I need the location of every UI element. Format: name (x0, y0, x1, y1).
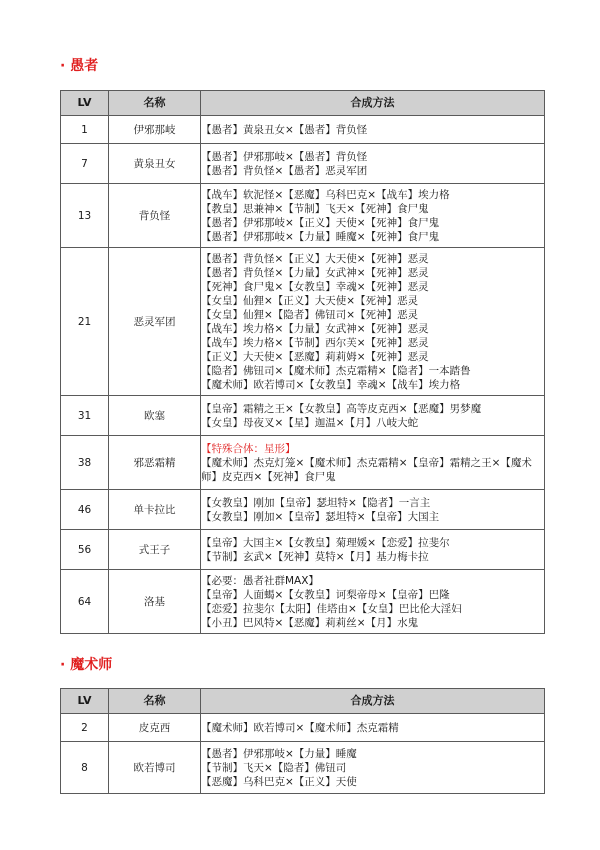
row-recipe (201, 490, 545, 530)
recipe-line: 【皇帝】霜精之王×【女教皇】高等皮克西×【恶魔】男梦魔 (201, 402, 482, 415)
row-recipe (201, 248, 545, 396)
row-name: 皮克西 (109, 714, 201, 742)
row-lv: 46 (61, 490, 109, 530)
recipe-line: 【女教皇】刚加×【皇帝】瑟坦特×【皇帝】大国主 (201, 510, 440, 523)
table-row (61, 742, 545, 794)
fusion-table-magician (60, 688, 545, 794)
recipe-line: 【愚者】背负怪×【愚者】恶灵军团 (201, 164, 368, 177)
header-name: 名称 (109, 91, 201, 116)
header-recipe: 合成方法 (201, 91, 545, 116)
row-lv: 38 (61, 436, 109, 490)
row-name: 欧塞 (109, 396, 201, 436)
header-lv: LV (61, 689, 109, 714)
recipe-line: 【女皇】仙狸×【正义】大天使×【死神】恶灵 (201, 294, 419, 307)
row-lv: 21 (61, 248, 109, 396)
table-row (61, 490, 545, 530)
recipe-line: 【隐者】佛钮司×【魔术师】杰克霜精×【隐者】一本踏鲁 (201, 364, 471, 377)
row-recipe (201, 144, 545, 184)
fusion-table-fool (60, 90, 545, 634)
row-lv: 64 (61, 570, 109, 634)
recipe-line: 【愚者】背负怪×【正义】大天使×【死神】恶灵 (201, 252, 429, 265)
recipe-line: 【教皇】思兼神×【节制】飞天×【死神】食尸鬼 (201, 202, 429, 215)
recipe-line: 【恋爱】拉斐尔【太阳】佳塔由×【女皇】巴比伦大淫妇 (201, 602, 462, 615)
table-row (61, 396, 545, 436)
row-lv: 7 (61, 144, 109, 184)
row-lv: 2 (61, 714, 109, 742)
row-name: 伊邪那岐 (109, 116, 201, 144)
table-row (61, 714, 545, 742)
table-row (61, 436, 545, 490)
row-recipe (201, 742, 545, 794)
row-name: 单卡拉比 (109, 490, 201, 530)
table-row (61, 116, 545, 144)
row-lv: 8 (61, 742, 109, 794)
table-row (61, 184, 545, 248)
table-row (61, 248, 545, 396)
header-lv: LV (61, 91, 109, 116)
recipe-line: 【女教皇】刚加【皇帝】瑟坦特×【隐者】一言主 (201, 496, 431, 509)
section-title-magician: · 魔术师 (60, 657, 113, 673)
special-fusion-label: 【特殊合体：星形】 (201, 442, 296, 455)
row-recipe (201, 184, 545, 248)
row-name: 恶灵军团 (109, 248, 201, 396)
recipe-line: 【必要：愚者社群MAX】 (201, 574, 319, 587)
row-recipe (201, 714, 545, 742)
recipe-line: 【愚者】伊邪那岐×【正义】天使×【死神】食尸鬼 (201, 216, 440, 229)
table-row (61, 144, 545, 184)
header-recipe: 合成方法 (201, 689, 545, 714)
recipe-line: 【女皇】仙狸×【隐者】佛钮司×【死神】恶灵 (201, 308, 419, 321)
row-recipe (201, 570, 545, 634)
row-name: 式王子 (109, 530, 201, 570)
table-row (61, 530, 545, 570)
recipe-line: 【死神】食尸鬼×【女教皇】幸魂×【死神】恶灵 (201, 280, 429, 293)
row-recipe (201, 436, 545, 490)
recipe-line: 【战车】软泥怪×【恶魔】乌科巴克×【战车】埃力格 (201, 188, 450, 201)
recipe-line: 【愚者】伊邪那岐×【愚者】背负怪 (201, 150, 368, 163)
recipe-line: 【小丑】巴风特×【恶魔】莉莉丝×【月】水鬼 (201, 616, 419, 629)
recipe-line: 【皇帝】人面蝎×【女教皇】诃梨帝母×【皇帝】巴隆 (201, 588, 450, 601)
row-name: 欧若博司 (109, 742, 201, 794)
recipe-line: 【魔术师】欧若博司×【女教皇】幸魂×【战车】埃力格 (201, 378, 461, 391)
table-row (61, 570, 545, 634)
section-title-fool: · 愚者 (60, 58, 99, 74)
recipe-line: 【愚者】背负怪×【力量】女武神×【死神】恶灵 (201, 266, 429, 279)
row-lv: 13 (61, 184, 109, 248)
table-header-row (61, 689, 545, 714)
row-lv: 56 (61, 530, 109, 570)
row-recipe (201, 116, 545, 144)
recipe-line: 【恶魔】乌科巴克×【正义】天使 (201, 775, 357, 788)
row-recipe (201, 530, 545, 570)
recipe-line: 【愚者】黄泉丑女×【愚者】背负怪 (201, 123, 368, 136)
row-name: 洛基 (109, 570, 201, 634)
row-recipe (201, 396, 545, 436)
row-name: 黄泉丑女 (109, 144, 201, 184)
recipe-line: 【魔术师】杰克灯笼×【魔术师】杰克霜精×【皇帝】霜精之王×【魔术师】皮克西×【死神】食尸鬼 (201, 456, 532, 483)
row-lv: 1 (61, 116, 109, 144)
recipe-line: 【女皇】母夜叉×【星】迦温×【月】八岐大蛇 (201, 416, 419, 429)
row-lv: 31 (61, 396, 109, 436)
recipe-line: 【战车】埃力格×【力量】女武神×【死神】恶灵 (201, 322, 429, 335)
recipe-line: 【魔术师】欧若博司×【魔术师】杰克霜精 (201, 721, 399, 734)
table-header-row (61, 91, 545, 116)
header-name: 名称 (109, 689, 201, 714)
recipe-line: 【节制】玄武×【死神】莫特×【月】基力梅卡拉 (201, 550, 429, 563)
recipe-line: 【战车】埃力格×【节制】西尔芙×【死神】恶灵 (201, 336, 429, 349)
recipe-line: 【皇帝】大国主×【女教皇】菊理媛×【恋爱】拉斐尔 (201, 536, 450, 549)
row-name: 背负怪 (109, 184, 201, 248)
recipe-line: 【正义】大天使×【恶魔】莉莉姆×【死神】恶灵 (201, 350, 429, 363)
recipe-line: 【愚者】伊邪那岐×【力量】睡魔×【死神】食尸鬼 (201, 230, 440, 243)
recipe-line: 【节制】飞天×【隐者】佛钮司 (201, 761, 347, 774)
recipe-line: 【愚者】伊邪那岐×【力量】睡魔 (201, 747, 357, 760)
row-name: 邪恶霜精 (109, 436, 201, 490)
